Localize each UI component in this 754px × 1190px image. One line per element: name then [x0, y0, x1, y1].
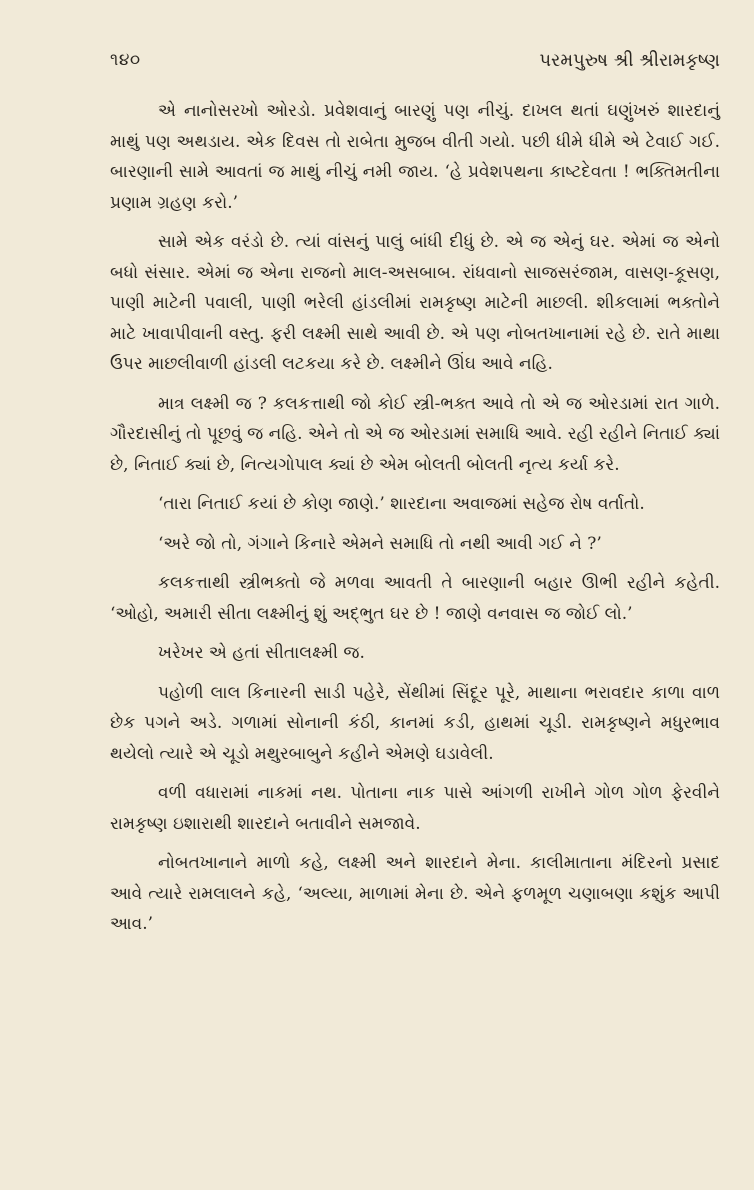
paragraph: ‘અરે જો તો, ગંગાને કિનારે એમને સમાધિ તો નથી આવી ગઈ ને ?’ [158, 533, 602, 554]
paragraph: એ નાનોસરખો ઓરડો. પ્રવેશવાનું બારણું પણ નીચું. દાખલ થતાં ઘણુંખરું શારદાનું માથું પણ અથડાય. એક દિવસ તો રાબેતા મુજબ વીતી ગયો. પછી ધીમે ધીમે એ ટેવાઈ ગઈ. બારણાની સામે આવતાં જ માથું નીચું નમી જાય. ‘હે પ્રવેશપથના કાષ્ટદેવતા ! ભક્તિમતીના પ્રણામ ગ્રહણ કરો.’ [110, 101, 720, 213]
page-number: ૧૪૦ [110, 50, 141, 70]
paragraph: માત્ર લક્ષ્મી જ ? કલકત્તાથી જો કોઈ સ્ત્રી-ભક્ત આવે તો એ જ ઓરડામાં રાત ગાળે. ગૌરદાસીનું તો પૂછવું જ નહિ. એને તો એ જ ઓરડામાં સમાધિ આવે. રહી રહીને નિતાઈ ક્યાં છે, નિતાઈ ક્યાં છે, નિત્યગોપાલ ક્યાં છે એમ બોલતી બોલતી નૃત્ય કર્યા કરે. [110, 393, 720, 475]
paragraph: પહોળી લાલ કિનારની સાડી પહેરે, સેંથીમાં સિંદૂર પૂરે, માથાના ભરાવદાર કાળા વાળ છેક પગને અડે. ગળામાં સોનાની કંઠી, કાનમાં કડી, હાથમાં ચૂડી. રામકૃષ્ણને મધુરભાવ થયેલો ત્યારે એ ચૂડો મથુરબાબુને કહીને એમણે ઘડાવેલી. [110, 682, 720, 764]
paragraph: ‘તારા નિતાઈ કયાં છે કોણ જાણે.’ શારદાના અવાજમાં સહેજ રોષ વર્તાતો. [158, 494, 645, 514]
paragraph: સામે એક વરંડો છે. ત્યાં વાંસનું પાલું બાંધી દીધું છે. એ જ એનું ઘર. એમાં જ એનો બધો સંસાર. એમાં જ એના રાજનો માલ-અસબાબ. રાંધવાનો સાજસરંજામ, વાસણ-કૂસણ, પાણી માટેની પવાલી, પાણી ભરેલી હાંડલીમાં રામકૃષ્ણ માટેની માછલી. શીકલામાં ભક્તોને માટે ખાવાપીવાની વસ્તુ. ફરી લક્ષ્મી સાથે આવી છે. એ પણ નોબતખાનામાં રહે છે. રાતે માથા ઉપર માછલીવાળી હાંડલી લટકયા કરે છે. લક્ષ્મીને ઊંઘ આવે નહિ. [110, 232, 720, 374]
paragraph: વળી વધારામાં નાકમાં નથ. પોતાના નાક પાસે આંગળી રાખીને ગોળ ગોળ ફેરવીને રામકૃષ્ણ ઇશારાથી શારદાને બતાવીને સમજાવે. [110, 783, 720, 834]
body-text [110, 96, 720, 949]
paragraph: નોબતખાનાને માળો કહે, લક્ષ્મી અને શારદાને મેના. કાલીમાતાના મંદિરનો પ્રસાદ આવે ત્યારે રામલાલને કહે, ‘અલ્યા, માળામાં મેના છે. એને ફળમૂળ ચણાબણા કશુંક આપી આવ.’ [110, 853, 720, 934]
paragraph: ખરેખર એ હતાં સીતાલક્ષ્મી જ. [158, 643, 365, 663]
running-head: પરમપુરુષ શ્રી શ્રીરામકૃષ્ણ [539, 50, 720, 71]
paragraph: કલકત્તાથી સ્ત્રીભક્તો જે મળવા આવતી તે બારણાની બહાર ઊભી રહીને કહેતી. ‘ઓહો, અમારી સીતા લક્ષ્મીનું શું અદ્ભુત ઘર છે ! જાણે વનવાસ જ જોઈ લો.’ [110, 573, 720, 624]
